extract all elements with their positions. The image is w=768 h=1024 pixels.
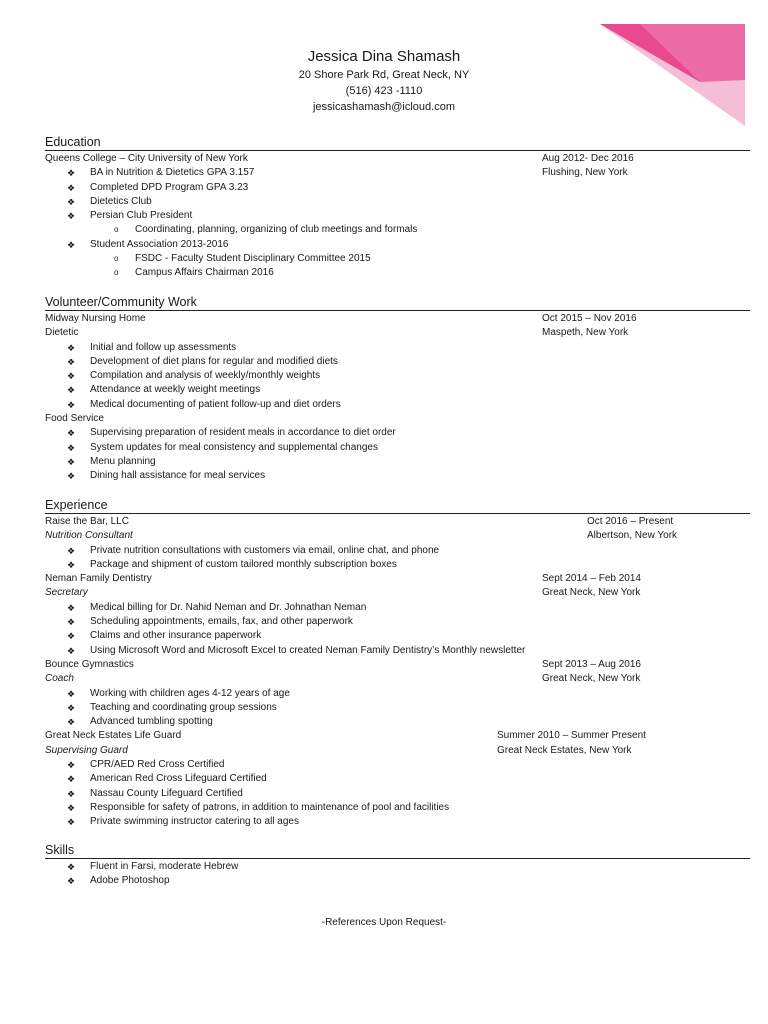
diamond-bullet-icon: ❖ <box>67 471 76 482</box>
experience-section <box>45 498 750 830</box>
circle-bullet-icon: o <box>114 268 119 278</box>
diamond-bullet-icon: ❖ <box>67 442 76 453</box>
company-name: Neman Family Dentistry <box>45 573 152 585</box>
volunteer-section <box>45 295 750 484</box>
diamond-bullet-icon: ❖ <box>67 617 76 628</box>
job-location: Great Neck Estates, New York <box>497 744 632 756</box>
list-item: ❖ Working with children ages 4-12 years of age <box>67 687 290 699</box>
job-row <box>45 515 750 529</box>
job-dates: Sept 2013 – Aug 2016 <box>542 658 641 670</box>
role-label: Dietetic <box>45 327 79 339</box>
diamond-bullet-icon: ❖ <box>67 688 76 699</box>
sub-list-item: o FSDC - Faculty Student Disciplinary Committee 2015 <box>114 253 371 265</box>
diamond-bullet-icon: ❖ <box>67 817 76 828</box>
diamond-bullet-icon: ❖ <box>67 631 76 642</box>
diamond-bullet-icon: ❖ <box>67 602 76 613</box>
list-item: ❖ Persian Club President <box>67 210 193 222</box>
school-row <box>45 152 750 166</box>
diamond-bullet-icon: ❖ <box>67 717 76 728</box>
role-row <box>45 326 750 340</box>
section-title: Experience <box>45 498 750 514</box>
job-row <box>45 658 750 672</box>
circle-bullet-icon: o <box>114 254 119 264</box>
diamond-bullet-icon: ❖ <box>67 399 76 410</box>
diamond-bullet-icon: ❖ <box>67 545 76 556</box>
list-item: ❖ Medical documenting of patient follow-up and diet orders <box>67 398 341 410</box>
list-item: ❖ CPR/AED Red Cross Certified <box>67 759 225 771</box>
circle-bullet-icon: o <box>114 225 119 235</box>
section-title: Skills <box>45 843 750 859</box>
job-dates: Oct 2016 – Present <box>587 516 674 527</box>
section-title: Volunteer/Community Work <box>45 295 750 311</box>
diamond-bullet-icon: ❖ <box>67 371 76 382</box>
diamond-bullet-icon: ❖ <box>67 385 76 396</box>
org-row <box>45 312 750 326</box>
applicant-name: Jessica Dina Shamash <box>307 48 461 65</box>
list-item: ❖ BA in Nutrition & Dietetics GPA 3.157 Flushing, New York <box>67 167 628 179</box>
contact-header <box>0 47 768 115</box>
list-item: ❖ Attendance at weekly weight meetings <box>67 384 261 396</box>
diamond-bullet-icon: ❖ <box>67 862 76 872</box>
diamond-bullet-icon: ❖ <box>67 788 76 799</box>
diamond-bullet-icon: ❖ <box>67 196 76 207</box>
references-note: -References Upon Request- <box>321 917 447 928</box>
job-location: Great Neck, New York <box>542 673 641 685</box>
list-item: ❖ Advanced tumbling spotting <box>67 716 213 728</box>
diamond-bullet-icon: ❖ <box>67 802 76 813</box>
job-role-row <box>45 586 750 600</box>
list-item: ❖ Teaching and coordinating group sessions <box>67 701 277 713</box>
company-name: Bounce Gymnastics <box>45 658 134 670</box>
diamond-bullet-icon: ❖ <box>67 760 76 771</box>
job-location: Albertson, New York <box>587 530 678 542</box>
org-name: Midway Nursing Home <box>45 313 146 324</box>
list-item: ❖ Development of diet plans for regular and modified diets <box>67 355 338 367</box>
job-role: Supervising Guard <box>45 744 128 756</box>
sub-list-item: o Coordinating, planning, organizing of club meetings and formals <box>114 224 418 236</box>
sub-list-item: o Campus Affairs Chairman 2016 <box>114 267 274 279</box>
job-dates: Summer 2010 – Summer Present <box>497 730 646 742</box>
list-item: ❖ Dining hall assistance for meal services <box>67 470 266 482</box>
diamond-bullet-icon: ❖ <box>67 342 76 353</box>
org-location: Maspeth, New York <box>542 327 629 339</box>
list-item: ❖ Initial and follow up assessments <box>67 341 237 353</box>
diamond-bullet-icon: ❖ <box>67 702 76 713</box>
diamond-bullet-icon: ❖ <box>67 876 76 887</box>
diamond-bullet-icon: ❖ <box>67 182 76 193</box>
education-section <box>45 135 750 281</box>
list-item: ❖ American Red Cross Lifeguard Certified <box>67 773 267 785</box>
diamond-bullet-icon: ❖ <box>67 211 76 222</box>
list-item: ❖ Using Microsoft Word and Microsoft Excel to created Neman Family Dentistry’s Monthly newsletter <box>67 644 526 656</box>
list-item: ❖ Student Association 2013-2016 <box>67 238 229 250</box>
diamond-bullet-icon: ❖ <box>67 428 76 439</box>
job-location: Great Neck, New York <box>542 587 641 599</box>
diamond-bullet-icon: ❖ <box>67 774 76 785</box>
job-role: Coach <box>45 673 74 685</box>
list-item: ❖ Supervising preparation of resident meals in accordance to diet order <box>67 427 396 439</box>
job-role: Nutrition Consultant <box>45 530 133 542</box>
list-item: ❖ Package and shipment of custom tailored monthly subscription boxes <box>67 558 397 570</box>
list-item: ❖ Completed DPD Program GPA 3.23 <box>67 181 249 193</box>
list-item: ❖ Dietetics Club <box>67 195 152 207</box>
list-item: ❖ Compilation and analysis of weekly/monthly weights <box>67 370 321 382</box>
job-dates: Sept 2014 – Feb 2014 <box>542 573 641 585</box>
address: 20 Shore Park Rd, Great Neck, NY <box>298 69 470 81</box>
company-name: Great Neck Estates Life Guard <box>45 730 182 742</box>
role-row <box>45 412 750 426</box>
org-dates: Oct 2015 – Nov 2016 <box>542 313 637 324</box>
email: jessicashamash@icloud.com <box>312 101 455 113</box>
job-role-row <box>45 672 750 686</box>
job-row <box>45 729 750 743</box>
company-name: Raise the Bar, LLC <box>45 516 129 527</box>
skills-section <box>45 843 750 889</box>
school-location: Flushing, New York <box>542 167 628 179</box>
list-item: ❖ Private nutrition consultations with customers via email, online chat, and phone <box>67 544 440 556</box>
list-item: ❖ Menu planning <box>67 455 156 467</box>
list-item: ❖ Fluent in Farsi, moderate Hebrew <box>67 861 239 872</box>
diamond-bullet-icon: ❖ <box>67 168 76 179</box>
list-item: ❖ Nassau County Lifeguard Certified <box>67 787 243 799</box>
list-item: ❖ Claims and other insurance paperwork <box>67 630 262 642</box>
diamond-bullet-icon: ❖ <box>67 645 76 656</box>
diamond-bullet-icon: ❖ <box>67 559 76 570</box>
role-label: Food Service <box>45 413 104 425</box>
diamond-bullet-icon: ❖ <box>67 239 76 250</box>
school-dates: Aug 2012- Dec 2016 <box>542 153 634 164</box>
job-role: Secretary <box>45 587 88 599</box>
list-item: ❖ System updates for meal consistency and supplemental changes <box>67 441 378 453</box>
phone: (516) 423 -1110 <box>345 85 423 97</box>
section-title: Education <box>45 135 750 151</box>
school-name: Queens College – City University of New York <box>45 153 248 164</box>
list-item: ❖ Responsible for safety of patrons, in addition to maintenance of pool and facilities <box>67 801 450 813</box>
list-item: ❖ Private swimming instructor catering to all ages <box>67 816 299 828</box>
job-role-row <box>45 529 750 543</box>
job-row <box>45 572 750 586</box>
list-item: ❖ Adobe Photoshop <box>67 875 170 887</box>
diamond-bullet-icon: ❖ <box>67 456 76 467</box>
job-role-row <box>45 744 750 758</box>
list-item: ❖ Medical billing for Dr. Nahid Neman and Dr. Johnathan Neman <box>67 601 367 613</box>
diamond-bullet-icon: ❖ <box>67 356 76 367</box>
list-item: ❖ Scheduling appointments, emails, fax, and other paperwork <box>67 616 353 628</box>
